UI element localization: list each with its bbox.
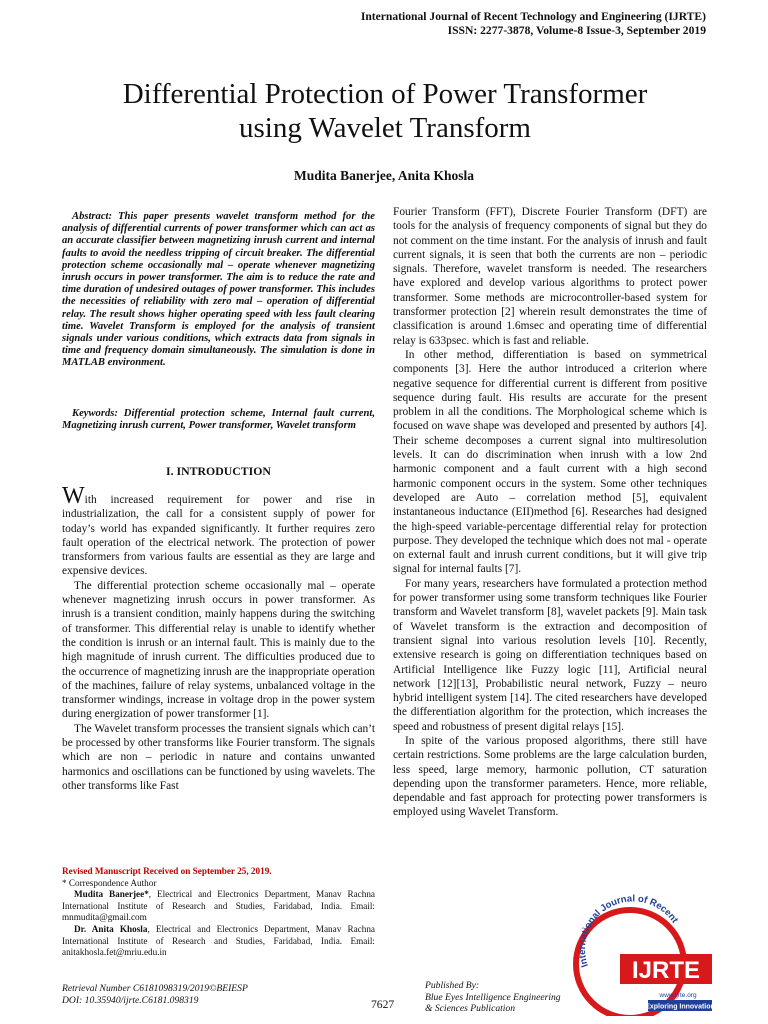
abstract-label: Abstract — [72, 211, 109, 222]
publisher-line: Blue Eyes Intelligence Engineering — [425, 991, 561, 1003]
revised-note: Revised Manuscript Received on September 25, 2019. — [62, 866, 272, 876]
journal-name: International Journal of Recent Technology and Engineering (IJRTE) — [360, 10, 706, 23]
affiliation-text: , Electrical and Electronics Department, Manav Rachna International Institute of Research and Studies, Faridabad, India. Email: anitakhosla.fet@mriu.edu.in — [62, 923, 375, 958]
logo-acronym: IJRTE — [631, 957, 701, 984]
author-affiliation — [62, 889, 375, 924]
correspondence-note: * Correspondence Author — [62, 877, 157, 888]
publisher-info — [425, 980, 561, 1015]
title-line-1: Differential Protection of Power Transformer — [122, 78, 648, 110]
paper-title — [40, 77, 730, 145]
journal-header — [361, 10, 706, 38]
publisher-line: & Sciences Publication — [425, 1003, 516, 1015]
logo-tagline: Exploring Innovation — [645, 1003, 715, 1011]
right-column-body — [393, 205, 707, 820]
footnote — [62, 866, 375, 959]
title-line-2: using Wavelet Transform — [239, 112, 531, 144]
logo-ring-text: International Journal of Recent — [576, 893, 681, 969]
paragraph — [62, 483, 375, 579]
paragraph: The Wavelet transform processes the transient signals which can’t be processed by other transforms like Fourier transform. The signals which are non – periodic in nature and contains unwanted harmonics and oscillations can be functioned by using wavelets. The other transforms like Fast — [62, 722, 375, 792]
author-name: Mudita Banerjee* — [74, 889, 149, 900]
keywords — [62, 408, 375, 432]
logo-graphic — [566, 888, 716, 1016]
author-affiliation — [62, 924, 375, 959]
left-column-body — [62, 483, 375, 793]
abstract-text: : This paper presents wavelet transform method for the analysis of differential currents of power transformer which can act as an accurate classifier between magnetizing inrush current and internal faults to avoid the needless tripping of circuit breaker. The differential protection scheme occasionally mal – operate whenever magnetizing inrush occurs in power transformer. The aim is to reduce the rate and time duration of undesired outages of power transformer. This includes the necessities of reliability with zero mal – operation of differential relay. The result shows higher operating speed with less fault clearing time. Wavelet Transform is employed for the analysis of transient signals under various conditions, which extracts data from signals in time and frequency domain simultaneously. The simulation is done in MATLAB environment. — [62, 211, 375, 369]
retrieval-number: Retrieval Number C6181098319/2019©BEIESP — [62, 983, 248, 994]
keywords-label: Keywords — [72, 408, 115, 419]
author-name: Dr. Anita Khosla — [74, 923, 148, 934]
paragraph: The differential protection scheme occasionally mal – operate whenever magnetizing inrush occurs in power transformer. As inrush is a transient condition, mainly happens during the switching of transformer. This differential relay is unable to identify whether the condition is inrush or an internal fault. This is mainly due to the high magnitude of inrush current. The difficulties produced due to the occurrence of magnetizing inrush are the inappropriate operation of the machines, failure of relay systems, unbalanced voltage in the transformer windings, increase in voltage drop in the power system during energization of power transformer [1]. — [62, 579, 375, 721]
paragraph-text: ith increased requirement for power and rise in industrialization, the call for a consistent supply of power for today’s world has expanded significantly. It further requires zero fault operation of the electrical network. The protection of power transformers from various faults are essential as they are large and expensive devices. — [62, 494, 375, 578]
authors: Mudita Banerjee, Anita Khosla — [293, 168, 474, 183]
section-heading-introduction: I. INTRODUCTION — [166, 464, 271, 478]
abstract — [62, 211, 375, 370]
footer-left — [62, 983, 248, 1007]
paragraph: In spite of the various proposed algorithms, there still have certain restrictions. Some problems are the large calculation burden, less speed, large memory, harmonic pollution, CT saturation depending upon the transformer parameters. Hence, more reliable, dependable and fast approach for protecting power transformers is employed using Wavelet Transform. — [393, 734, 707, 819]
issn-line: ISSN: 2277-3878, Volume-8 Issue-3, September 2019 — [447, 24, 706, 37]
doi: DOI: 10.35940/ijrte.C6181.098319 — [62, 994, 199, 1006]
logo-url: www.ijrte.org — [659, 992, 697, 999]
paragraph: In other method, differentiation is based on symmetrical components [3]. Here the author introduced a criterion where negative sequence for differential current is different from positive sequence during fault. His results are accurate for the present problem in all the conditions. The Morphological scheme which is focused on wave shape was developed and presented by authors [4]. Their scheme decomposes a current signal into multiresolution levels. It can do discrimination when inrush with a low 2nd harmonic component and a fault current with a high second harmonic component occurs in the system. Some other techniques developed are Auto – correlation method [5], equivalent instantaneous inductance (EII)method [6]. Researches had designed the high-speed variable-percentage differential relay for protection purpose. They developed the technique which does not mal - operate on external fault and inrush current conditions, but it will give trip signal for internal faults [7]. — [393, 348, 707, 576]
published-by: Published By: — [425, 980, 480, 991]
ijrte-logo — [566, 888, 716, 1016]
page-number: 7627 — [371, 998, 395, 1011]
affiliation-text: , Electrical and Electronics Department, Manav Rachna International Institute of Research and Studies, Faridabad, India. Email: mnmudita@gmail.com — [62, 889, 375, 923]
paragraph: Fourier Transform (FFT), Discrete Fourier Transform (DFT) are tools for the analysis of frequency components of signal but they do not comment on the time instant. For the analysis of inrush and fault current signals, it is seen that both the currents are non – periodic signals. Therefore, wavelet transform is needed. The researchers have explored and develop various algorithms to protect power transformer. Some methods are microcontroller-based system for transformer protection [2] wherein result demonstrates the time of classification is around 1.6msec and operating time of differential relay is 633psec. which is fast and reliable. — [393, 206, 707, 347]
paragraph: For many years, researchers have formulated a protection method for power transformer using some transform techniques like Fourier transform and Wavelet transform [8], wavelet packets [9]. Main task of Wavelet transform is the extraction and decomposition of transient signal into various resolution levels [10]. Recently, extensive research is going on differentiation techniques based on Artificial Intelligence like Fuzzy logic [11], Artificial neural network [12][13], Probabilistic neural network, Fuzzy – neuro hybrid intelligent system [14]. The cited researchers have developed the differentiation algorithm for the protection, which increases the speed and robustness of present digital relays [15]. — [393, 577, 707, 733]
keywords-text: : Differential protection scheme, Internal fault current, Magnetizing inrush current, Power transformer, Wavelet transform — [62, 408, 375, 432]
drop-cap: W — [62, 483, 85, 509]
